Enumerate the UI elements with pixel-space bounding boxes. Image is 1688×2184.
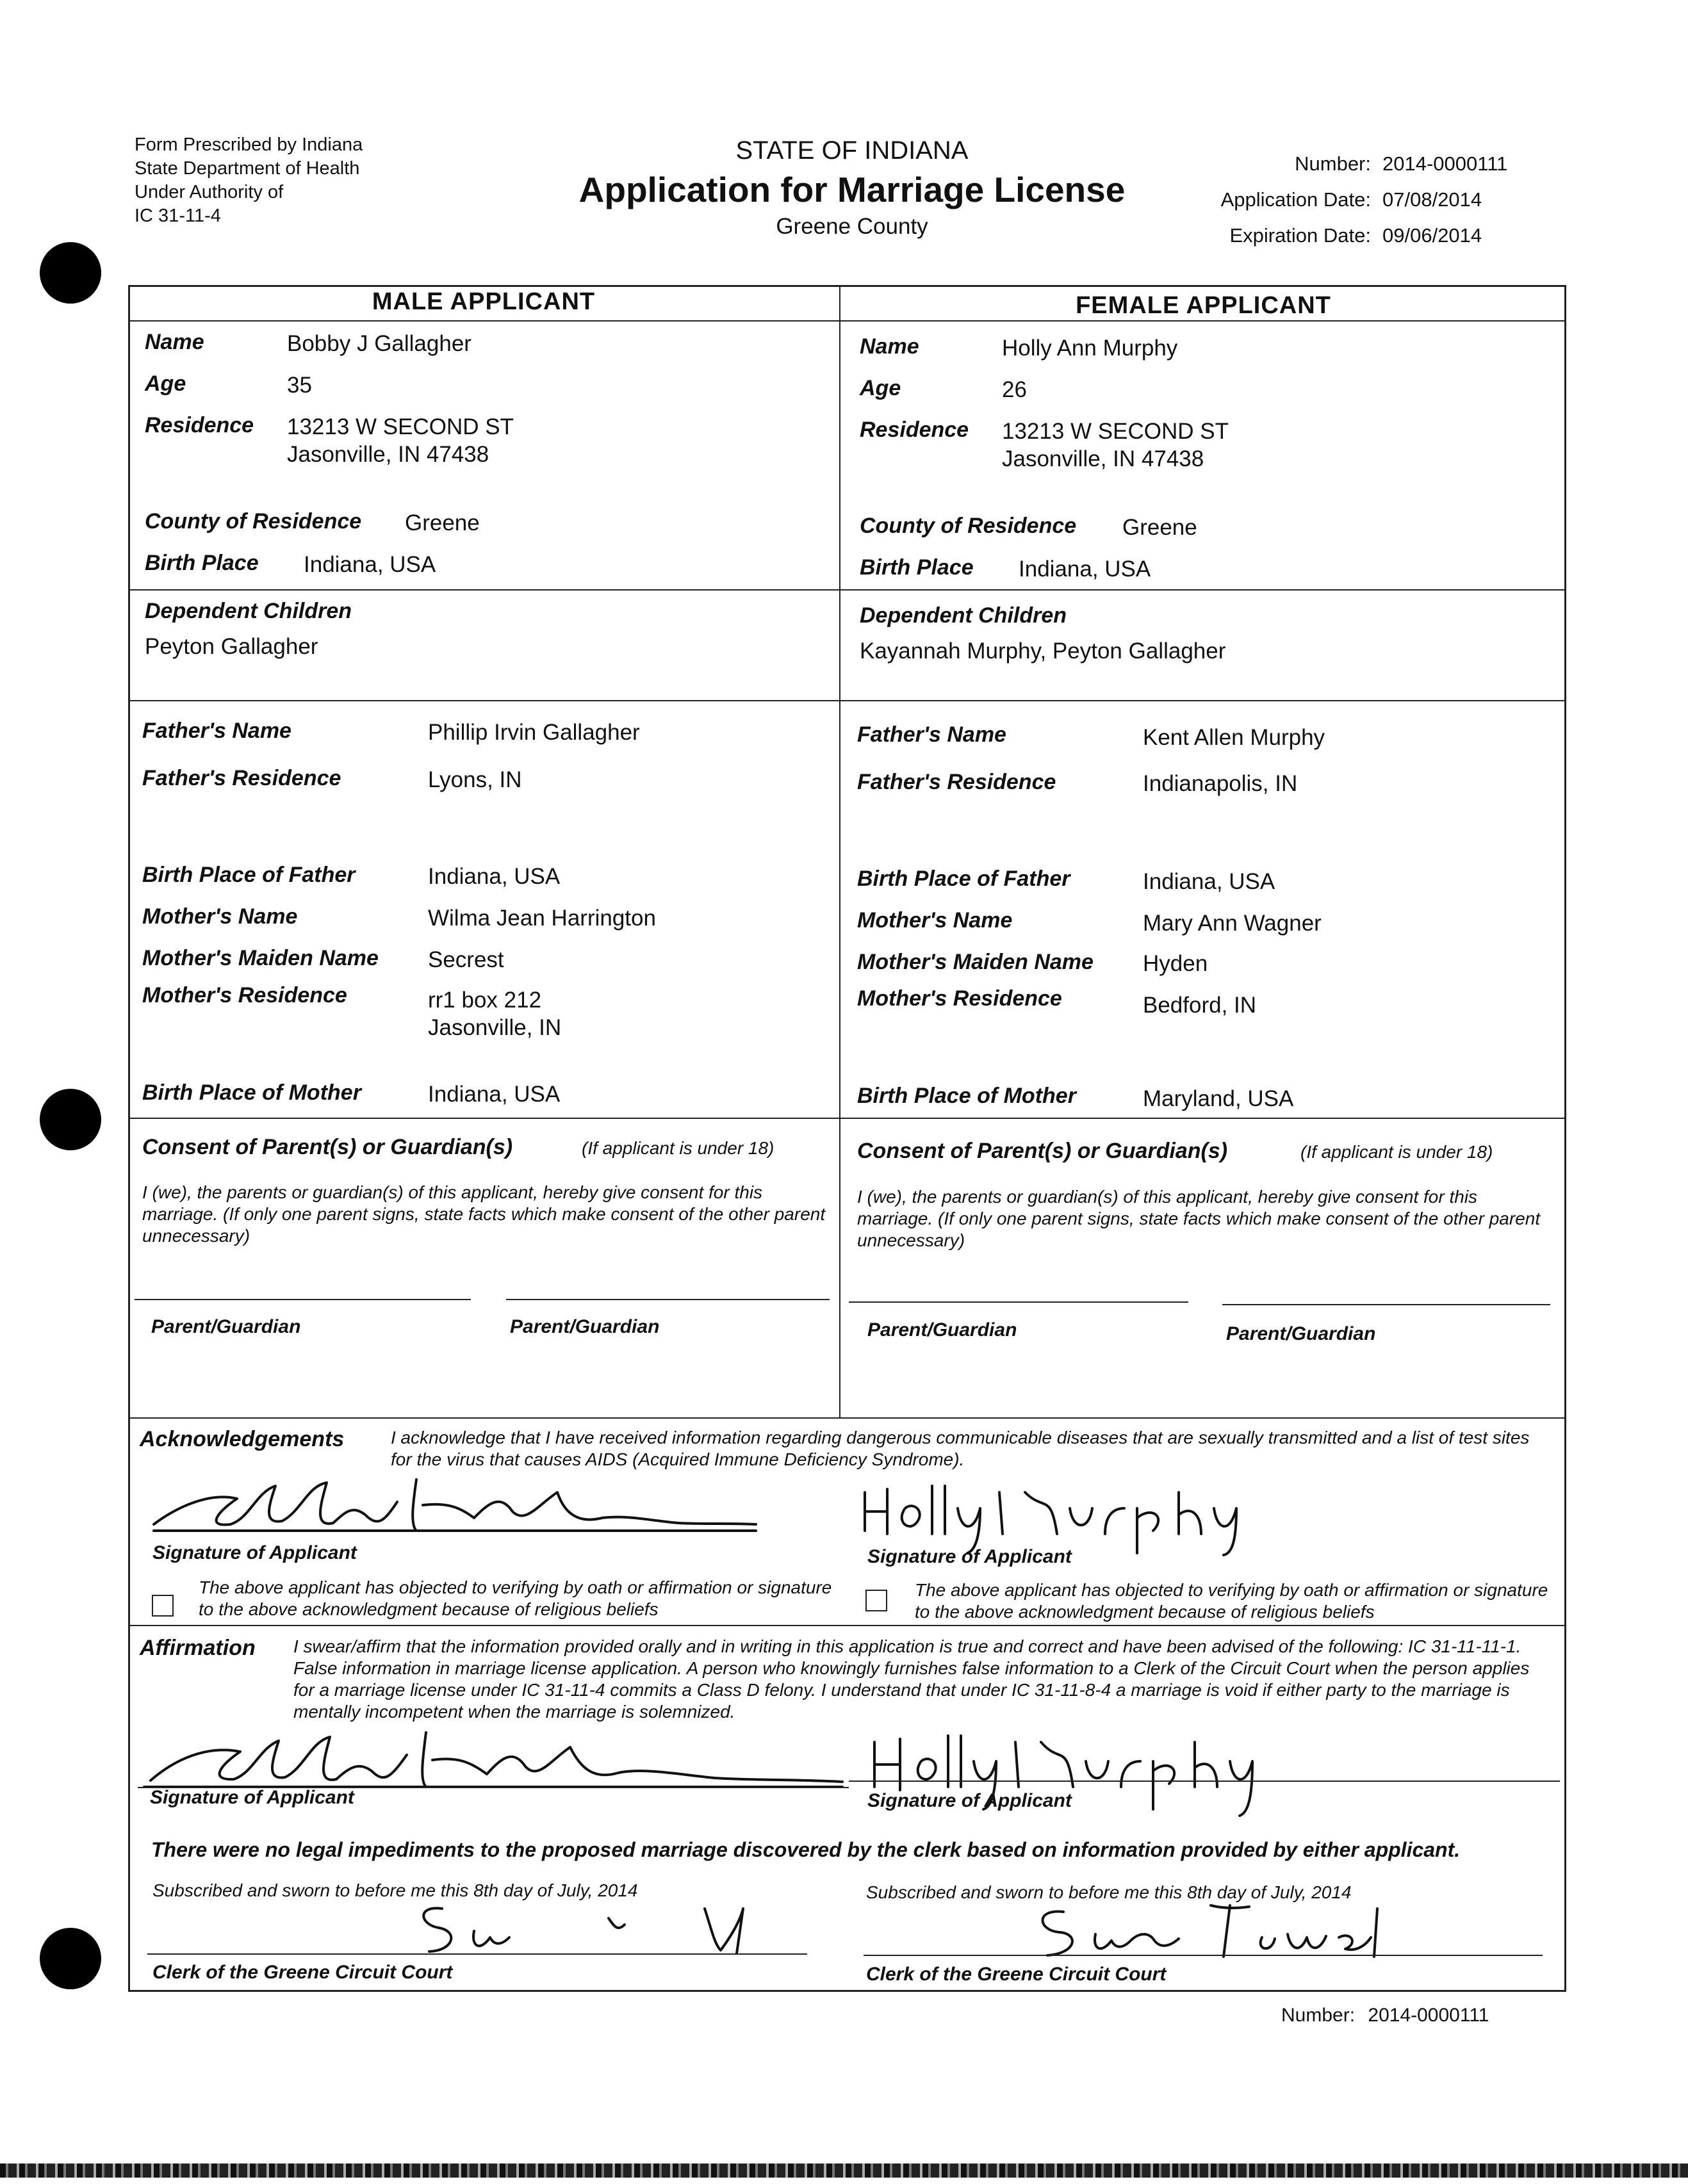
male-father-birth: Indiana, USA <box>428 864 561 889</box>
acknowledgements-title: Acknowledgements <box>140 1427 345 1451</box>
female-affirmation-signature-label: Signature of Applicant <box>867 1790 1072 1811</box>
female-sworn-text: Subscribed and sworn to before me this 8th day of July, 2014 <box>866 1882 1352 1902</box>
male-birth-place: Indiana, USA <box>304 552 436 577</box>
prescribed-by <box>135 133 363 228</box>
female-mothers-residence: Bedford, IN <box>1143 993 1257 1018</box>
page-title: Application for Marriage License <box>578 170 1126 209</box>
female-signature-acknowledgement <box>852 1473 1268 1556</box>
male-fathers-residence-label: Father's Residence <box>142 766 341 790</box>
male-signature-acknowledgement <box>141 1467 769 1544</box>
header-meta <box>1198 146 1507 254</box>
column-divider <box>839 285 840 1417</box>
male-consent-text: I (we), the parents or guardian(s) of this applicant, hereby give consent for this marriage. (If only one parent signs, state facts which make consent of the other parent unnecessary) <box>142 1182 826 1246</box>
footer-number <box>1281 2005 1489 2026</box>
male-mothers-residence: rr1 box 212 Jasonville, IN <box>428 988 562 1040</box>
female-father-birth: Indiana, USA <box>1143 869 1275 894</box>
female-age-label: Age <box>860 376 901 400</box>
female-mother-birth-label: Birth Place of Mother <box>857 1084 1076 1108</box>
male-affirmation-signature-label: Signature of Applicant <box>150 1787 354 1808</box>
female-fathers-residence: Indianapolis, IN <box>1143 771 1298 796</box>
female-parent-label-2: Parent/Guardian <box>1226 1323 1376 1344</box>
male-parent-line-2 <box>506 1299 830 1300</box>
female-mothers-name-label: Mother's Name <box>857 908 1013 933</box>
punch-hole-top <box>40 242 101 304</box>
expiration-date: 09/06/2014 <box>1382 224 1482 247</box>
female-affirmation-line <box>849 1781 1560 1782</box>
county-heading: Greene County <box>776 214 928 239</box>
male-consent-title: Consent of Parent(s) or Guardian(s) <box>142 1135 513 1159</box>
divider-acknowledgements <box>128 1625 1566 1626</box>
divider-heading <box>128 320 1566 322</box>
female-father-birth-label: Birth Place of Father <box>857 867 1070 891</box>
prescribed-line: Under Authority of <box>135 182 284 202</box>
impediments-statement: There were no legal impediments to the proposed marriage discovered by the clerk based on information provided by either applicant. <box>151 1838 1461 1861</box>
divider-consent <box>128 1417 1566 1419</box>
female-parent-label-1: Parent/Guardian <box>867 1319 1017 1341</box>
female-birth-place: Indiana, USA <box>1019 557 1151 582</box>
clerk-signature-male <box>404 1893 762 1963</box>
female-ack-signature-label: Signature of Applicant <box>867 1546 1072 1567</box>
female-mother-birth: Maryland, USA <box>1143 1086 1294 1111</box>
female-consent-title: Consent of Parent(s) or Guardian(s) <box>857 1139 1228 1163</box>
male-mothers-name-label: Mother's Name <box>142 904 298 929</box>
prescribed-line: State Department of Health <box>135 158 360 179</box>
male-sworn-text: Subscribed and sworn to before me this 8th day of July, 2014 <box>152 1880 638 1900</box>
expiration-date-row <box>1198 218 1507 254</box>
female-clerk-label: Clerk of the Greene Circuit Court <box>866 1964 1167 1985</box>
male-residence: 13213 W SECOND ST Jasonville, IN 47438 <box>287 414 514 467</box>
male-mother-birth: Indiana, USA <box>428 1082 561 1107</box>
female-parent-line-1 <box>849 1301 1188 1303</box>
male-mothers-maiden: Secrest <box>428 947 504 972</box>
female-residence-label: Residence <box>860 418 969 442</box>
male-age-label: Age <box>145 371 186 396</box>
license-number: 2014-0000111 <box>1382 152 1508 175</box>
male-mothers-maiden-label: Mother's Maiden Name <box>142 946 379 970</box>
header-center <box>500 134 1204 241</box>
male-applicant-heading: MALE APPLICANT <box>372 288 596 315</box>
punch-hole-middle <box>40 1089 101 1150</box>
acknowledgements-text: I acknowledge that I have received information regarding dangerous communicable diseases that are sexually transmitted and a list of test sites for the virus that causes AIDS (Acquired Immune Deficiency Syndrome). <box>391 1428 1530 1469</box>
expiration-date-label: Expiration Date: <box>1229 224 1371 247</box>
female-consent-text: I (we), the parents or guardian(s) of this applicant, hereby give consent for this marriage. (If only one parent signs, state facts which make consent of the other parent unnecessary) <box>857 1187 1541 1250</box>
male-mothers-residence-label: Mother's Residence <box>142 983 347 1007</box>
female-name: Holly Ann Murphy <box>1002 336 1178 361</box>
female-consent-note: (If applicant is under 18) <box>1300 1142 1493 1162</box>
female-age: 26 <box>1002 377 1027 402</box>
female-clerk-line <box>864 1955 1543 1956</box>
female-residence: 13213 W SECOND ST Jasonville, IN 47438 <box>1002 419 1229 471</box>
divider-parents <box>128 1118 1566 1119</box>
male-consent-note: (If applicant is under 18) <box>582 1138 774 1158</box>
male-county-label: County of Residence <box>145 509 362 534</box>
female-name-label: Name <box>860 334 919 359</box>
number-label: Number: <box>1295 152 1371 175</box>
female-children-label: Dependent Children <box>860 603 1067 628</box>
application-date: 07/08/2014 <box>1382 188 1482 211</box>
scan-edge-artifact <box>0 2164 1688 2178</box>
female-county: Greene <box>1122 515 1197 540</box>
male-parent-line-1 <box>135 1299 471 1300</box>
female-mothers-maiden: Hyden <box>1143 951 1208 976</box>
divider-children <box>128 700 1566 701</box>
female-mothers-maiden-label: Mother's Maiden Name <box>857 950 1094 974</box>
affirmation-text: I swear/affirm that the information provided orally and in writing in this application is true and correct and have been advised of the following: IC 31-11-11-1. False information in marriage license application. A person who knowingly furnishes false information to a Clerk of the Circuit Court when the person applies for a marriage license under IC 31-11-4 commits a Class D felony. I understand that under IC 31-11-8-4 a marriage is void if either party to the marriage is mentally incompetent when the marriage is solemnized. <box>293 1636 1530 1722</box>
female-children: Kayannah Murphy, Peyton Gallagher <box>860 639 1226 664</box>
male-children: Peyton Gallagher <box>145 634 318 659</box>
male-objection-text: The above applicant has objected to verifying by oath or affirmation or signature to the above acknowledgment because of religious beliefs <box>199 1577 832 1619</box>
female-mothers-residence-label: Mother's Residence <box>857 986 1062 1011</box>
clerk-signature-female <box>1019 1893 1403 1969</box>
female-parent-line-2 <box>1222 1304 1550 1305</box>
application-date-label: Application Date: <box>1220 188 1371 211</box>
female-fathers-name-label: Father's Name <box>857 722 1006 747</box>
male-county: Greene <box>405 510 480 535</box>
male-fathers-name-label: Father's Name <box>142 719 291 743</box>
male-parent-label-2: Parent/Guardian <box>510 1316 660 1337</box>
male-clerk-label: Clerk of the Greene Circuit Court <box>152 1962 453 1983</box>
prescribed-line: IC 31-11-4 <box>135 206 221 226</box>
male-parent-label-1: Parent/Guardian <box>151 1316 301 1337</box>
female-objection-checkbox[interactable] <box>865 1590 887 1611</box>
state-heading: STATE OF INDIANA <box>735 136 969 165</box>
male-father-birth-label: Birth Place of Father <box>142 863 356 887</box>
divider-birth <box>128 589 1566 591</box>
female-county-label: County of Residence <box>860 514 1077 538</box>
female-birth-place-label: Birth Place <box>860 555 974 580</box>
male-objection-checkbox[interactable] <box>152 1595 174 1617</box>
male-residence-label: Residence <box>145 413 254 437</box>
male-fathers-name: Phillip Irvin Gallagher <box>428 720 640 745</box>
male-mothers-name: Wilma Jean Harrington <box>428 906 656 931</box>
male-age: 35 <box>287 373 312 398</box>
male-mother-birth-label: Birth Place of Mother <box>142 1080 361 1105</box>
application-date-row <box>1198 182 1507 218</box>
female-fathers-name: Kent Allen Murphy <box>1143 725 1325 750</box>
male-name: Bobby J Gallagher <box>287 331 471 356</box>
female-objection-text: The above applicant has objected to verifying by oath or affirmation or signature to the above acknowledgment because of religious beliefs <box>915 1580 1548 1622</box>
female-applicant-heading: FEMALE APPLICANT <box>1076 292 1331 319</box>
female-mothers-name: Mary Ann Wagner <box>1143 911 1322 936</box>
male-name-label: Name <box>145 330 204 354</box>
footer-number-value: 2014-0000111 <box>1368 2005 1489 2026</box>
male-clerk-line <box>147 1953 807 1955</box>
prescribed-line: Form Prescribed by Indiana <box>135 134 363 155</box>
number-row <box>1198 146 1507 182</box>
footer-number-label: Number: <box>1281 2005 1356 2026</box>
affirmation-title: Affirmation <box>140 1636 256 1660</box>
punch-hole-bottom <box>40 1928 101 1989</box>
male-birth-place-label: Birth Place <box>145 551 259 575</box>
female-fathers-residence-label: Father's Residence <box>857 770 1056 794</box>
male-ack-signature-label: Signature of Applicant <box>152 1542 357 1563</box>
male-children-label: Dependent Children <box>145 599 352 623</box>
male-fathers-residence: Lyons, IN <box>428 767 522 792</box>
